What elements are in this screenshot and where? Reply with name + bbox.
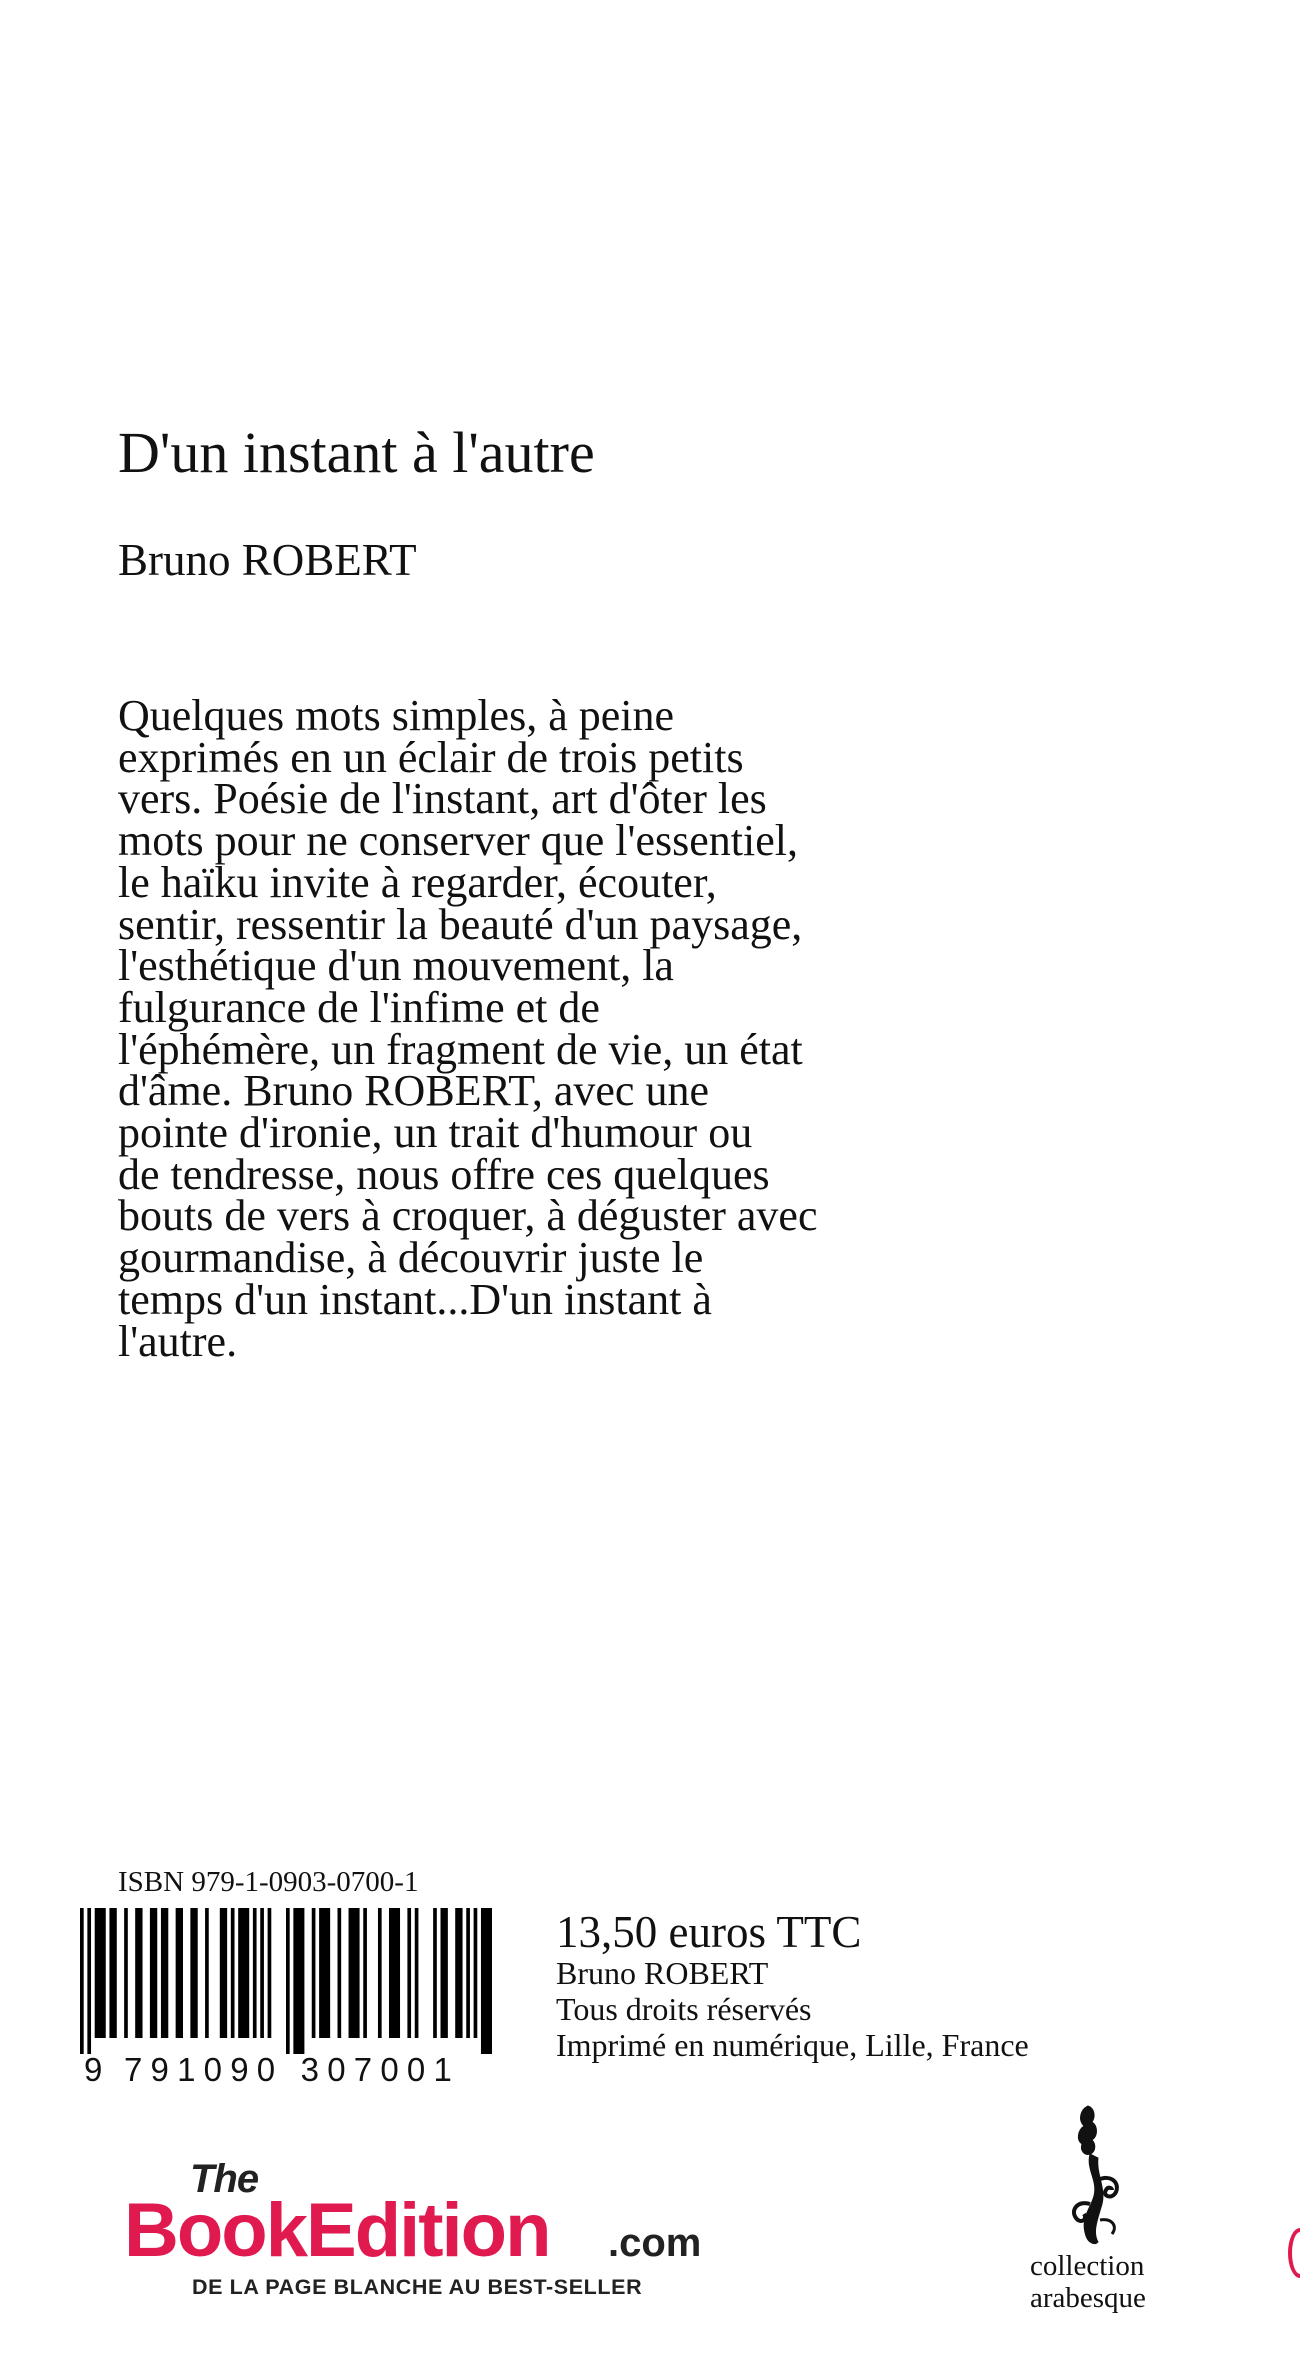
book-blurb: [118, 691, 968, 1366]
barcode-bar: [474, 1908, 478, 2038]
barcode-bar: [389, 1908, 400, 2038]
barcode-bar: [433, 1908, 437, 2038]
blurb-line: exprimés en un éclair de trois petits: [118, 732, 744, 782]
barcode-bar: [466, 1908, 470, 2038]
blurb-line: le haïku invite à regarder, écouter,: [118, 857, 717, 907]
barcode-bar: [293, 1908, 304, 2054]
barcode-digit-prefix: 9: [84, 2051, 103, 2088]
price-label: 13,50 euros TTC: [556, 1907, 862, 1957]
blurb-line: vers. Poésie de l'instant, art d'ôter les: [118, 774, 767, 824]
barcode-bar: [176, 1908, 183, 2038]
barcode-bar: [378, 1908, 382, 2038]
isbn-label: ISBN 979-1-0903-0700-1: [118, 1866, 419, 1898]
publisher-logo-brand: BookEdition: [124, 2188, 550, 2273]
blurb-line: gourmandise, à découvrir juste le: [118, 1233, 704, 1283]
collection-label: [1030, 2250, 1146, 2314]
blurb-line: fulgurance de l'infime et de: [118, 982, 600, 1032]
blurb-line: sentir, ressentir la beauté d'un paysage,: [118, 899, 803, 949]
edge-circle-icon: [1288, 2228, 1300, 2278]
barcode-bar: [95, 1908, 106, 2038]
barcode-bar: [455, 1908, 462, 2038]
barcode-bar: [319, 1908, 330, 2038]
barcode-bar: [231, 1908, 235, 2038]
blurb-line: bouts de vers à croquer, à déguster avec: [118, 1191, 818, 1241]
barcode-bar: [260, 1908, 264, 2038]
blurb-line: temps d'un instant...D'un instant à: [118, 1274, 712, 1324]
barcode-bar: [338, 1908, 342, 2038]
blurb-line: mots pour ne conserver que l'essentiel,: [118, 816, 798, 866]
barcode-bar: [220, 1908, 227, 2038]
barcode-bar: [441, 1908, 448, 2038]
barcode-bar: [268, 1908, 272, 2038]
barcode-bar: [150, 1908, 157, 2038]
book-author: Bruno ROBERT: [118, 535, 417, 585]
blurb-line: de tendresse, nous offre ces quelques: [118, 1149, 770, 1199]
barcode-digit-groups: 791090 307001: [124, 2051, 461, 2088]
blurb-line: pointe d'ironie, un trait d'humour ou: [118, 1108, 753, 1158]
blurb-line: d'âme. Bruno ROBERT, avec une: [118, 1066, 709, 1116]
collection-label-line: arabesque: [1030, 2282, 1146, 2314]
barcode-bar: [80, 1908, 84, 2054]
rights-notice: Tous droits réservés: [556, 1991, 812, 2027]
barcode-bar: [135, 1908, 142, 2038]
blurb-line: l'esthétique d'un mouvement, la: [118, 941, 674, 991]
barcode-bar: [190, 1908, 197, 2038]
barcode-bar: [481, 1908, 492, 2054]
barcode-bar: [312, 1908, 316, 2038]
publisher-logo-the: The: [190, 2157, 259, 2201]
barcode-bar: [363, 1908, 367, 2038]
barcode-bar: [161, 1908, 168, 2038]
barcode-bar: [253, 1908, 257, 2038]
barcode-bar: [415, 1908, 419, 2038]
barcode-bar: [124, 1908, 128, 2038]
blurb-line: l'autre.: [118, 1316, 238, 1366]
blurb-line: l'éphémère, un fragment de vie, un état: [118, 1024, 803, 1074]
blurb-line: Quelques mots simples, à peine: [118, 691, 675, 740]
barcode-bar: [87, 1908, 91, 2054]
book-title: D'un instant à l'autre: [118, 420, 595, 485]
publisher-logo-domain: .com: [608, 2221, 702, 2265]
collection-label-line: collection: [1030, 2250, 1145, 2282]
print-notice: Imprimé en numérique, Lille, France: [556, 2027, 1029, 2063]
arabesque-ornament-icon: [1050, 2100, 1140, 2250]
publisher-logo: [124, 2158, 704, 2308]
barcode-bar: [407, 1908, 411, 2038]
barcode-bars: [80, 1908, 492, 2054]
barcode-bar: [349, 1908, 360, 2038]
barcode-bar: [205, 1908, 209, 2038]
barcode-bar: [109, 1908, 116, 2038]
barcode-bar: [286, 1908, 290, 2054]
copyright-holder: Bruno ROBERT: [556, 1955, 769, 1991]
publisher-tagline: DE LA PAGE BLANCHE AU BEST-SELLER: [192, 2275, 643, 2299]
barcode-bar: [238, 1908, 249, 2038]
